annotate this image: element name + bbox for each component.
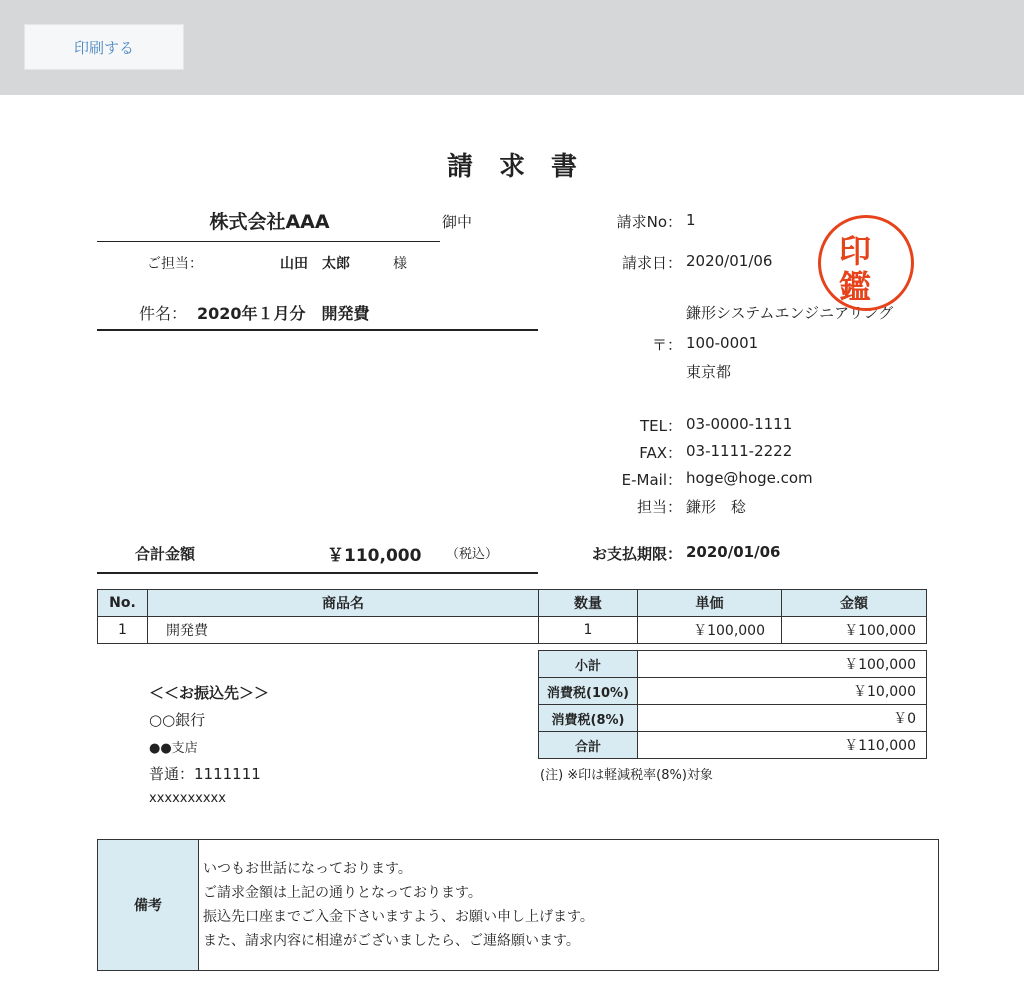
total-amount: ￥110,000 xyxy=(327,546,422,566)
remarks-label: 備考 xyxy=(98,840,199,971)
issuer-name: 鎌形システムエンジニアリング xyxy=(686,304,894,322)
seal-stamp-icon xyxy=(818,215,914,311)
col-header-unit-price: 単価 xyxy=(638,590,782,617)
cell-name: 開発費 xyxy=(148,617,539,644)
col-header-qty: 数量 xyxy=(539,590,638,617)
invoice-date-label: 請求日： xyxy=(621,254,682,272)
tax10-label: 消費税(10%) xyxy=(539,678,638,705)
remarks-table xyxy=(97,839,939,971)
tel-label: TEL： xyxy=(640,417,682,435)
bank-name: ○○銀行 xyxy=(149,711,206,729)
bank-holder: xxxxxxxxxx xyxy=(149,791,226,806)
contact-name: 山田 太郎 xyxy=(280,256,350,272)
print-button[interactable]: 印刷する xyxy=(24,24,184,70)
subtotal-label: 小計 xyxy=(539,651,638,678)
tax8-value: ￥0 xyxy=(638,705,927,732)
summary-row xyxy=(539,732,927,759)
contact-suffix: 様 xyxy=(393,256,407,272)
due-date: 2020/01/06 xyxy=(686,543,781,561)
summary-row xyxy=(539,705,927,732)
remarks-line: いつもお世話になっております。 xyxy=(203,861,412,877)
tax8-label: 消費税(8%) xyxy=(539,705,638,732)
col-header-amount: 金額 xyxy=(782,590,927,617)
cell-unit-price: ￥100,000 xyxy=(638,617,782,644)
summary-row xyxy=(539,651,927,678)
col-header-no: No. xyxy=(98,590,148,617)
email: hoge@hoge.com xyxy=(686,469,813,487)
cell-amount: ￥100,000 xyxy=(782,617,927,644)
client-underline xyxy=(97,241,440,242)
postal-code: 100-0001 xyxy=(686,334,759,352)
grand-total-value: ￥110,000 xyxy=(638,732,927,759)
subject-underline xyxy=(97,329,538,331)
invoice-date: 2020/01/06 xyxy=(686,252,773,270)
client-honorific: 御中 xyxy=(442,213,473,231)
invoice-number: 1 xyxy=(686,211,696,229)
summary-row xyxy=(539,678,927,705)
subject: 2020年１月分 開発費 xyxy=(197,304,370,323)
issuer-person: 鎌形 稔 xyxy=(686,498,747,516)
stamp-char-2: 鑑 xyxy=(839,268,872,306)
issuer-address: 東京都 xyxy=(686,363,732,381)
bank-account: 普通：1111111 xyxy=(149,765,261,783)
tax-footnote: (注) ※印は軽減税率(8%)対象 xyxy=(540,768,713,783)
table-header-row xyxy=(98,590,927,617)
fax-label: FAX： xyxy=(639,444,682,462)
remarks-body xyxy=(199,840,939,971)
items-table xyxy=(97,589,927,644)
total-label: 合計金額 xyxy=(135,545,196,563)
remarks-line: 振込先口座までご入金下さいますよう、お願い申し上げます。 xyxy=(203,909,594,925)
invoice-title: 請求書 xyxy=(446,152,603,182)
table-row xyxy=(98,617,927,644)
bank-heading: ＜＜お振込先＞＞ xyxy=(149,684,270,702)
email-label: E-Mail： xyxy=(621,471,682,489)
invoice-number-label: 請求No： xyxy=(616,213,682,231)
postal-label: 〒： xyxy=(651,336,682,354)
summary-table xyxy=(538,650,927,759)
contact-label: ご担当： xyxy=(147,256,203,272)
total-underline xyxy=(97,572,538,574)
cell-no: 1 xyxy=(98,617,148,644)
total-tax-note: （税込） xyxy=(446,547,499,562)
tel: 03-0000-1111 xyxy=(686,415,793,433)
subject-label: 件名： xyxy=(139,304,188,323)
remarks-line: また、請求内容に相違がございましたら、ご連絡願います。 xyxy=(203,933,580,949)
fax: 03-1111-2222 xyxy=(686,442,793,460)
grand-total-label: 合計 xyxy=(539,732,638,759)
col-header-name: 商品名 xyxy=(148,590,539,617)
client-company: 株式会社AAA xyxy=(209,211,330,233)
subtotal-value: ￥100,000 xyxy=(638,651,927,678)
due-label: お支払期限： xyxy=(591,545,682,563)
bank-branch: ●●支店 xyxy=(149,741,198,756)
stamp-char-1: 印 xyxy=(839,232,872,270)
tax10-value: ￥10,000 xyxy=(638,678,927,705)
remarks-line: ご請求金額は上記の通りとなっております。 xyxy=(203,885,482,901)
person-label: 担当： xyxy=(636,498,682,516)
cell-qty: 1 xyxy=(539,617,638,644)
